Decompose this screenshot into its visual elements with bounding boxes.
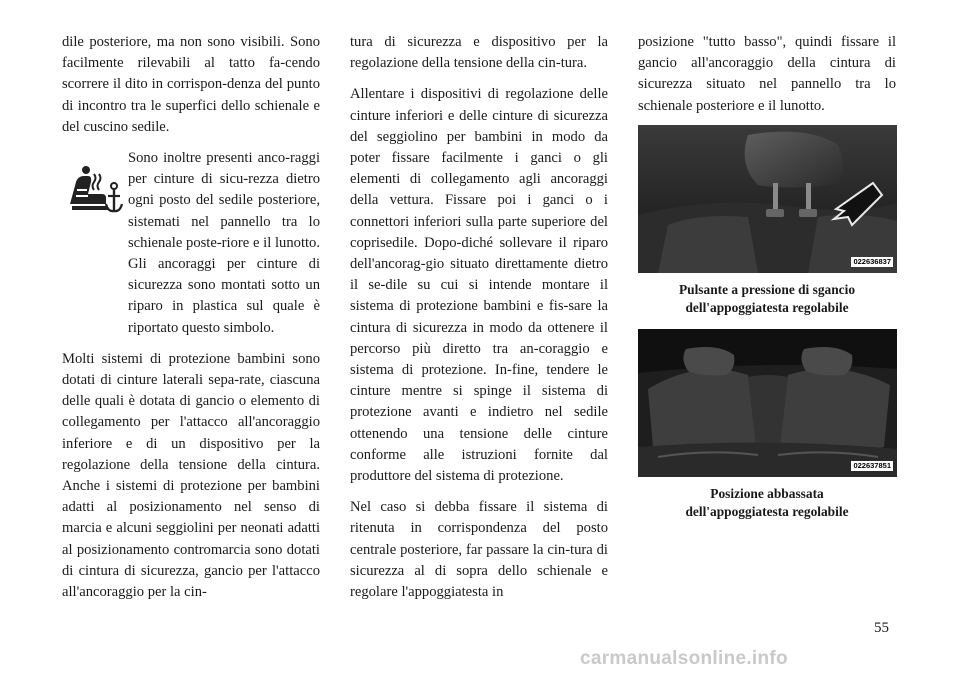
paragraph: Nel caso si debba fissare il sistema di ritenuta in corrispondenza del posto centrale posteriore, far passare la cin-tura di sicurezza al di sopra dello schienale e regolare l'appoggiatesta in (350, 499, 608, 601)
child-seat-anchor-icon (62, 160, 124, 222)
headrest-release-photo (638, 125, 897, 273)
figure-code: 022637851 (853, 460, 891, 470)
figure-code: 022636837 (853, 256, 891, 266)
text-column-3 (638, 32, 896, 539)
paragraph: Sono inoltre presenti anco-raggi per cinture di sicu-rezza dietro ogni posto del sedile posteriore, sistemati nel pannello tra lo schienale poste-riore e il lunotto. Gli ancoraggi per cinture di sicurezza sono montati sotto un riparo in plastica sul quale è riportato questo simbolo. (128, 150, 320, 336)
watermark: carmanualsonline.info (580, 648, 788, 669)
headrest-lowered-photo (638, 329, 897, 477)
paragraph: Molti sistemi di protezione bambini sono dotati di cinture laterali sepa-rate, ciascuna delle quali è dotata di gancio o elemento di collegamento per l'attacco all'ancoraggio inferiore e di un dispositivo per la regolazione della tensione della cintura. Anche i sistemi di protezione per bambini adatti al posizionamento nel senso di marcia e alcuni seggiolini per neonati adatti al posizionamento contromarcia sono dotati di cintura di sicurezza, gancio per l'attacco all'ancoraggio per la cin- (62, 350, 320, 601)
text-column-2 (350, 32, 608, 613)
paragraph: dile posteriore, ma non sono visibili. Sono facilmente rilevabili al tatto fa-cendo scorrere il dito in corrispon-denza del punto di incontro tra le superfici dello schienale e del cuscino sedile. (62, 34, 320, 135)
page-number: 55 (874, 620, 889, 636)
figure-caption: Pulsante a pressione di sgancio dell'appoggiatesta regolabile (678, 281, 856, 315)
paragraph: tura di sicurezza e dispositivo per la regolazione della tensione della cin-tura. (350, 34, 608, 72)
paragraph: Allentare i dispositivi di regolazione delle cinture inferiori e delle cinture di sicurezza del seggiolino per bambini in modo da poter fissare facilmente i ganci o gli elementi di collegamento agli ancoraggi della vettura. Fissare poi i ganci o i connettori inferiori sulla parte superiore del coprisedile. Dopo-diché sollevare il riparo dell'ancorag-gio situato direttamente dietro il se-dile su cui si intende montare il sistema di protezione bambini e fis-sare la cintura di sicurezza in modo da ottenere il percorso più diretto tra an-coraggio e sistema di protezione. In-fine, tendere le cinture mentre si spinge il sistema di protezione avanti e indietro nel sedile ottenendo una tensione delle cinture conforme alle istruzioni fornite dal produttore del sistema di protezione. (350, 86, 608, 485)
figure-caption: Posizione abbassata dell'appoggiatesta regolabile (685, 485, 849, 519)
anchor-symbol-block (62, 148, 320, 339)
text-column-1 (62, 32, 320, 613)
paragraph: posizione "tutto basso", quindi fissare il gancio all'ancoraggio della cintura di sicurezza situato nel pannello tra lo schienale posteriore e il lunotto. (638, 34, 896, 114)
